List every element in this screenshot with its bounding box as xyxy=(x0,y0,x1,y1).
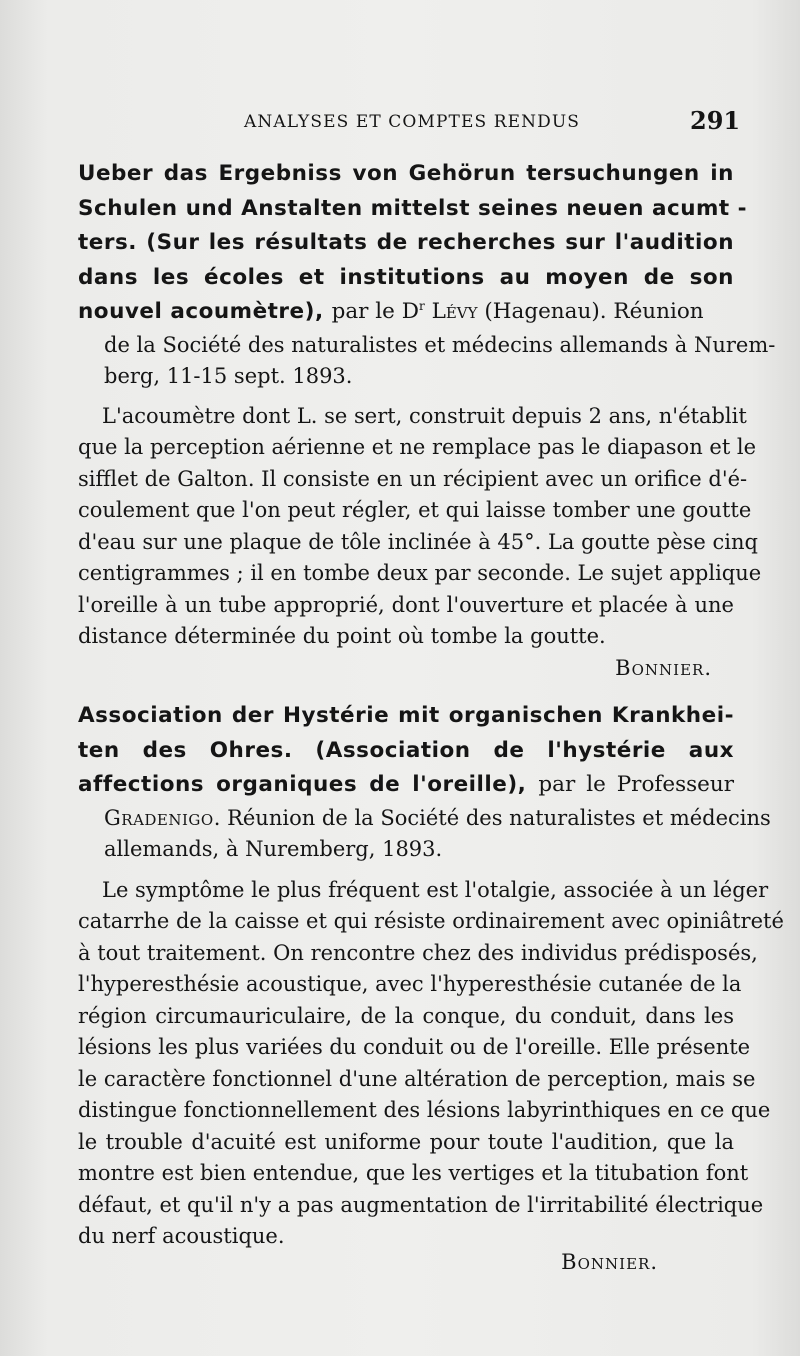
article2-signature: Bonnier. xyxy=(561,1250,658,1274)
article-lévy xyxy=(78,157,776,684)
article2-body-line: le caractère fonctionnel d'une altération de perception, mais se xyxy=(78,1066,756,1091)
article2-body-line: catarrhe de la caisse et qui résiste ordinairement avec opiniâtreté xyxy=(78,909,784,933)
article2-title-end: affections organiques de l'oreille), xyxy=(78,772,539,797)
article1-title-line: Ueber das Ergebniss von Gehörun tersuchungen in xyxy=(78,161,734,186)
article2-body-line: lésions les plus variées du conduit ou de l'oreille. Elle présente xyxy=(78,1035,751,1059)
running-head xyxy=(0,104,800,140)
article1-title-line: dans les écoles et institutions au moyen de son xyxy=(78,264,734,290)
article1-body-line: coulement que l'on peut régler, et qui laisse tomber une goutte xyxy=(78,498,752,522)
article2-meeting-line: allemands, à Nuremberg, 1893. xyxy=(104,837,443,861)
article2-body-line: du nerf acoustique. xyxy=(78,1224,285,1248)
article1-meeting-line: berg, 11-15 sept. 1893. xyxy=(104,364,353,388)
article2-body-line: à tout traitement. On rencontre chez des individus prédisposés, xyxy=(78,940,758,965)
article2-body-line: distingue fonctionnellement des lésions labyrinthiques en ce que xyxy=(78,1098,771,1122)
page-number: 291 xyxy=(690,106,741,135)
article1-meeting-line: de la Société des naturalistes et médecins allemands à Nurem- xyxy=(104,332,776,357)
article1-title-end: nouvel acoumètre), xyxy=(78,299,332,324)
article2-title-last-line xyxy=(78,768,734,803)
article2-body-line: l'hyperesthésie acoustique, avec l'hyperesthésie cutanée de la xyxy=(78,972,742,996)
article1-title-line: Schulen und Anstalten mittelst seines neuen acumt - xyxy=(78,195,748,221)
article1-body-line: distance déterminée du point où tombe la goutte. xyxy=(78,624,606,648)
article1-author-name: Lévy xyxy=(431,299,478,324)
article1-author-sup: r xyxy=(418,298,425,313)
article2-meeting-line xyxy=(78,803,771,835)
article1-body-line: d'eau sur une plaque de tôle inclinée à 45°. La goutte pèse cinq xyxy=(78,529,758,554)
running-title: ANALYSES ET COMPTES RENDUS xyxy=(244,112,580,132)
article2-title-line: ten des Ohres. (Association de l'hystérie aux xyxy=(78,737,734,763)
article2-title-line: Association der Hystérie mit organischen Krankhei- xyxy=(78,703,734,728)
article1-author-place: (Hagenau). Réunion xyxy=(477,299,704,324)
article2-body-line: le trouble d'acuité est uniforme pour toute l'audition, que la xyxy=(78,1129,734,1154)
article1-body-line: l'oreille à un tube approprié, dont l'ouverture et placée à une xyxy=(78,592,734,617)
article1-title-line: ters. (Sur les résultats de recherches sur l'audition xyxy=(78,230,734,255)
article2-author-prefix: par le Professeur xyxy=(538,772,734,797)
article-gradenigo xyxy=(78,699,784,1253)
article2-signature-block xyxy=(78,1247,734,1279)
article1-body-line: centigrammes ; il en tombe deux par seconde. Le sujet applique xyxy=(78,561,762,585)
article1-body-line: L'acoumètre dont L. se sert, construit depuis 2 ans, n'établit xyxy=(102,403,747,428)
article2-body-line: défaut, et qu'il n'y a pas augmentation de l'irritabilité électrique xyxy=(78,1192,764,1217)
article1-author-prefix: par le D xyxy=(331,299,419,324)
article1-signature: Bonnier. xyxy=(615,655,712,680)
article2-meeting-text: . Réunion de la Société des naturalistes et médecins xyxy=(213,805,771,830)
article1-title-last-line xyxy=(78,295,734,330)
article2-body-line: Le symptôme le plus fréquent est l'otalgie, associée à un léger xyxy=(102,877,769,902)
article2-author-name: Gradenigo xyxy=(104,805,214,830)
article2-body-line: région circumauriculaire, de la conque, du conduit, dans les xyxy=(78,1003,734,1028)
article1-body-line: que la perception aérienne et ne remplace pas le diapason et le xyxy=(78,435,757,459)
article2-body-line: montre est bien entendue, que les vertiges et la titubation font xyxy=(78,1161,749,1185)
article1-body-line: sifflet de Galton. Il consiste en un récipient avec un orifice d'é- xyxy=(78,466,748,491)
